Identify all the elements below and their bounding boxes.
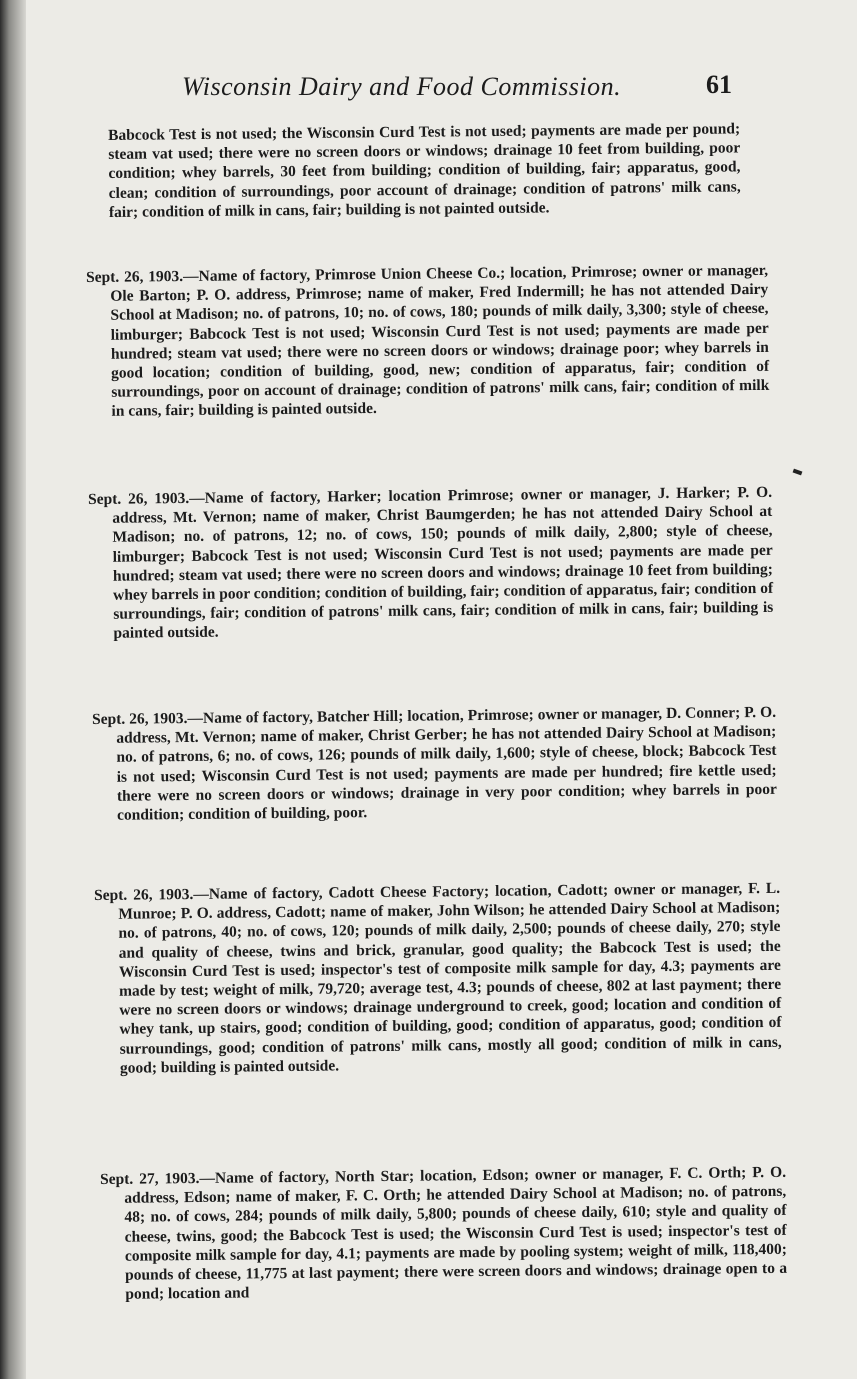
page-number: 61	[706, 70, 732, 99]
report-entry-cadott: Sept. 26, 1903.—Name of factory, Cadott Cheese Factory; location, Cadott; owner or manager, F. L. Munroe; P. O. address, Cadott; name of maker, John Wilson; he attended Dairy School at Madison; no. of patrons, 40; no. of cows, 120; pounds of milk daily, 2,500; pounds of cheese daily, 270; style and quality of cheese, twins and brick, granular, good quality; the Babcock Test is used; the Wisconsin Curd Test is used; inspector's test of composite milk sample for day, 4.3; payments are made by test; weight of milk, 79,720; average test, 4.3; pounds of cheese, 802 at last payment; there were no screen doors or windows; drainage underground to creek, good; location and condition of whey tank, up stairs, good; condition of building, good; condition of apparatus, good; condition of surroundings, good; condition of patrons' milk cans, mostly all good; condition of milk in cans, good; building is painted outside.	[94, 879, 782, 1077]
page-header	[0, 66, 857, 110]
report-entry-harker: Sept. 26, 1903.—Name of factory, Harker; location Primrose; owner or manager, J. Harker; P. O. address, Mt. Vernon; name of maker, Christ Baumgerden; he has not attended Dairy School at Madison; no. of patrons, 12; no. of cows, 150; pounds of milk daily, 2,800; style of cheese, limburger; Babcock Test is not used; Wisconsin Curd Test is not used; payments are made per hundred; steam vat used; there were no screen doors and windows; drainage 10 feet from building; whey barrels in poor condition; condition of building, fair; condition of apparatus, fair; condition of surroundings, fair; condition of patrons' milk cans, fair; condition of milk in cans, fair; building is painted outside.	[88, 483, 774, 643]
ink-speck	[793, 469, 803, 476]
report-entry-batcher-hill: Sept. 26, 1903.—Name of factory, Batcher Hill; location, Primrose; owner or manager, D. Conner; P. O. address, Mt. Vernon; name of maker, Christ Gerber; he has not attended Dairy School at Madison; no. of patrons, 6; no. of cows, 126; pounds of milk daily, 1,600; style of cheese, block; Babcock Test is not used; Wisconsin Curd Test is not used; payments are made per hundred; fire kettle used; there were no screen doors or windows; drainage in very poor condition; whey barrels in poor condition; condition of building, poor.	[92, 703, 777, 824]
report-entry-primrose-union: Sept. 26, 1903.—Name of factory, Primrose Union Cheese Co.; location, Primrose; owner or manager, Ole Barton; P. O. address, Primrose; name of maker, Fred Indermill; he has not attended Dairy School at Madison; no. of patrons, 10; no. of cows, 180; pounds of milk daily, 3,300; style of cheese, limburger; Babcock Test is not used; Wisconsin Curd Test is not used; payments are made per hundred; steam vat used; there were no screen doors or windows; drainage poor; whey barrels in good location; condition of building, good, new; condition of apparatus, fair; condition of surroundings, poor on account of drainage; condition of patrons' milk cans, fair; condition of milk in cans, fair; building is painted outside.	[86, 261, 770, 421]
report-entry-continued: Babcock Test is not used; the Wisconsin Curd Test is not used; payments are made per pound; steam vat used; there were no screen doors or windows; drainage 10 feet from building, poor condition; whey barrels, 30 feet from building; condition of building, fair; apparatus, good, clean; condition of surroundings, poor account of drainage; condition of patrons' milk cans, fair; condition of milk in cans, fair; building is not painted outside.	[108, 120, 741, 221]
page-binding-edge	[0, 0, 26, 1379]
report-entry-north-star: Sept. 27, 1903.—Name of factory, North Star; location, Edson; owner or manager, F. C. Orth; P. O. address, Edson; name of maker, F. C. Orth; he attended Dairy School at Madison; no. of patrons, 48; no. of cows, 284; pounds of milk daily, 5,800; pounds of cheese daily, 610; style and quality of cheese, twins, good; the Babcock Test is used; the Wisconsin Curd Test is used; inspector's test of composite milk sample for day, 4.1; payments are made by pooling system; weight of milk, 118,400; pounds of cheese, 11,775 at last payment; there were screen doors and windows; drainage open to a pond; location and	[100, 1163, 788, 1303]
running-title: Wisconsin Dairy and Food Commission.	[182, 72, 622, 101]
